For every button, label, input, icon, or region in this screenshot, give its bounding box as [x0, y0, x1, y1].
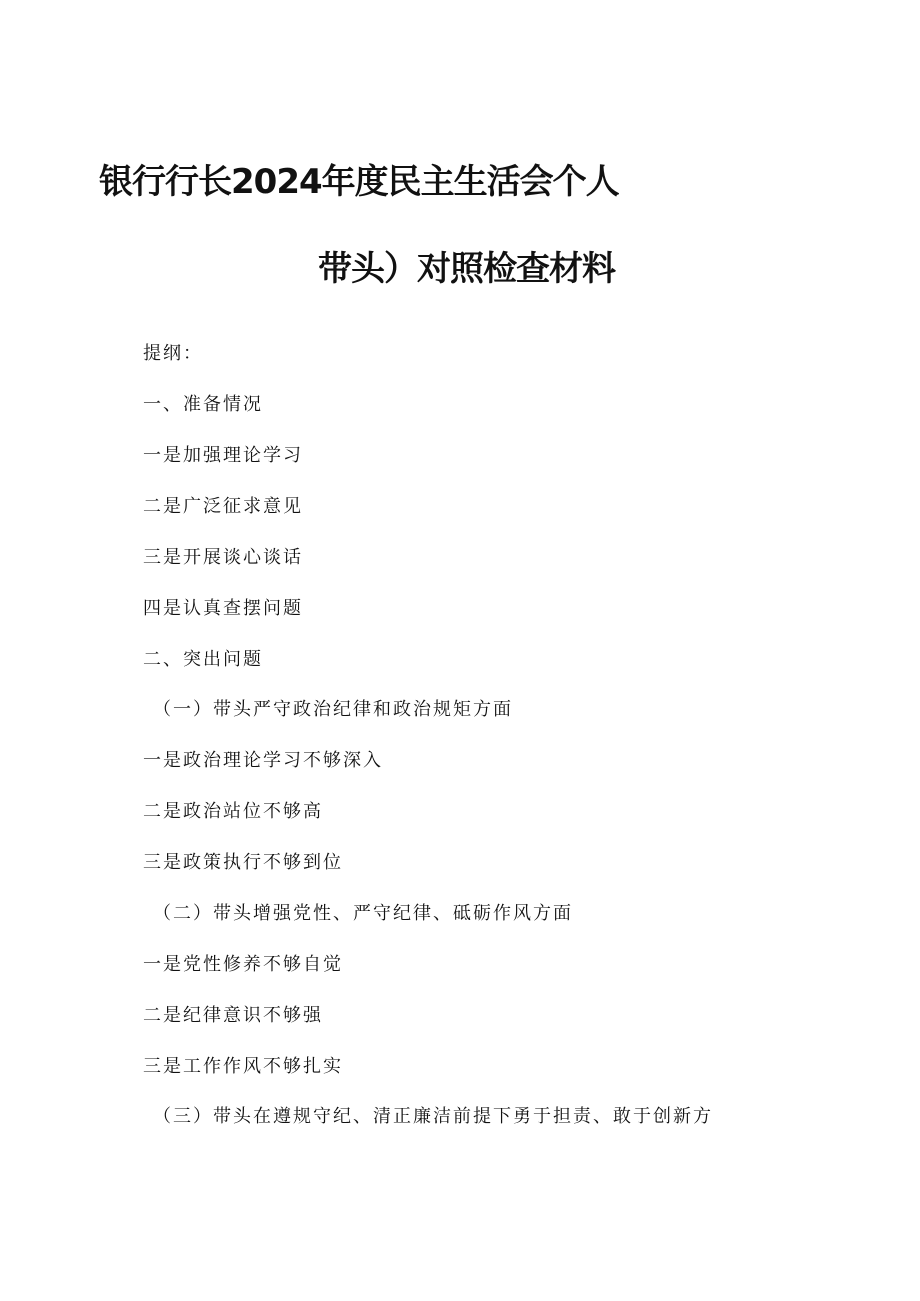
outline-label: 提纲：: [143, 343, 203, 364]
outline-item: 三是政策执行不够到位: [143, 852, 343, 873]
section-heading-problems: 二、突出问题: [143, 649, 263, 670]
outline-item: 一是加强理论学习: [143, 445, 303, 466]
document-title-line-2: 带头）对照检查材料: [318, 249, 615, 289]
outline-item: 二是政治站位不够高: [143, 801, 323, 822]
outline-item: 三是开展谈心谈话: [143, 547, 303, 568]
outline-item: 一是政治理论学习不够深入: [143, 750, 383, 771]
section-heading-preparation: 一、准备情况: [143, 394, 263, 415]
subsection-heading: （一）带头严守政治纪律和政治规矩方面: [153, 699, 513, 720]
subsection-heading: （三）带头在遵规守纪、清正廉洁前提下勇于担责、敢于创新方: [153, 1106, 713, 1127]
document-title-line-1: 银行行长2024年度民主生活会个人: [99, 162, 619, 202]
outline-item: 二是广泛征求意见: [143, 496, 303, 517]
outline-item: 一是党性修养不够自觉: [143, 954, 343, 975]
outline-item: 三是工作作风不够扎实: [143, 1056, 343, 1077]
outline-item: 二是纪律意识不够强: [143, 1005, 323, 1026]
outline-item: 四是认真查摆问题: [143, 598, 303, 619]
subsection-heading: （二）带头增强党性、严守纪律、砥砺作风方面: [153, 903, 573, 924]
